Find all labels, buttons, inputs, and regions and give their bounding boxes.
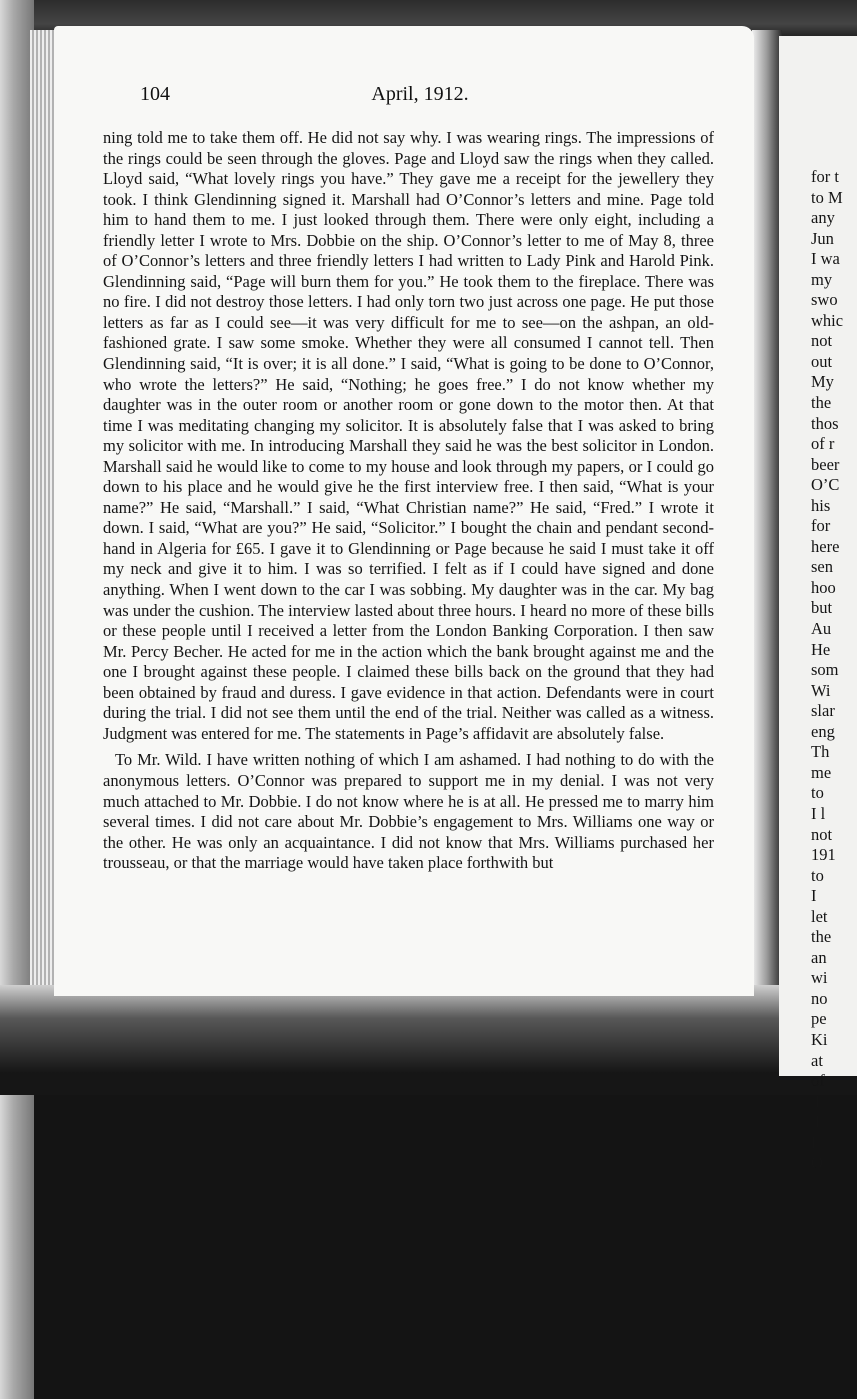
facing-page-line: his bbox=[811, 495, 831, 515]
facing-page-line: Jun bbox=[811, 228, 834, 248]
facing-page-line: not bbox=[811, 331, 833, 351]
facing-page-line: but bbox=[811, 598, 833, 618]
facing-page-line: hoo bbox=[811, 577, 836, 597]
facing-page-line: thos bbox=[811, 413, 839, 433]
page-stack-edge bbox=[30, 30, 54, 1030]
facing-page-line: no bbox=[811, 988, 828, 1008]
facing-page-line: My bbox=[811, 372, 834, 392]
paragraph-1: ning told me to take them off. He did not say why. I was wearing rings. The impressions of the rings could be seen through the gloves. Page and Lloyd saw the rings when they called. Lloyd said, “What lovely rings you have.” They gave me a receipt for the jewellery they took. I think Glendinning signed it. Marshall had O’Connor’s letters and mine. Page told him to hand them to me. I just looked through them. There were only eight, including a friendly letter I wrote to Mrs. Dobbie on the ship. O’Connor’s letter to me of May 8, three of O’Connor’s letters and three friendly letters I had written to Lady Pink and Harold Pink. Glendinning said, “Page will burn them for you.” He took them to the fireplace. There was no fire. I did not destroy those letters. I had only torn two just across one page. He put those letters as far as I could see—it was very difficult for me to see—on the ashpan, an old-fashioned grate. I saw some smoke. Whether they were all consumed I cannot tell. Then Glendinning said, “It is over; it is all done.” I said, “What is going to be done to O’Connor, who wrote the letters?” He said, “Nothing; he goes free.” I do not know whether my daughter was in the outer room or another room or gone down to the motor then. At that time I was meditating changing my solicitor. It is absolutely false that I was asked to bring my solicitor with me. In introducing Marshall they said he was the best solicitor in London. Marshall said he would like to come to my house and look through my papers, or I could go down to his place and he would give he the first interview free. I then said, “What is your name?” He said, “Marshall.” I said, “What Christian name?” He said, “Fred.” I wrote it down. I said, “What are you?” He said, “Solicitor.” I bought the chain and pendant second-hand in Algeria for £65. I gave it to Glendinning or Page because he said I must take it off my neck and give it to him. I was so terrified. I felt as if I could have signed and done anything. When I went down to the car I was sobbing. My daughter was in the car. My bag was under the cushion. The interview lasted about three hours. I heard no more of these bills or these people until I received a letter from the London Banking Corporation. I then saw Mr. Percy Becher. He acted for me in the action which the bank brought against me and the one I brought against these people. I claimed these bills back on the ground that they had been obtained by fraud and duress. I gave evidence in that action. Defendants were in court during the trial. I did not see them until the end of the trial. Neither was called as a witness. Judgment was entered for me. The statements in Page’s affidavit are absolutely false. bbox=[103, 128, 714, 743]
facing-page-line: th bbox=[811, 1091, 824, 1111]
facing-page-line: let bbox=[811, 906, 828, 926]
facing-page-line: eng bbox=[811, 721, 835, 741]
facing-page-line: slar bbox=[811, 701, 835, 721]
facing-page-line: I wa bbox=[811, 249, 840, 269]
facing-page-line: Th bbox=[811, 742, 830, 762]
facing-page-line: of r bbox=[811, 434, 835, 454]
facing-page-line: Au bbox=[811, 619, 832, 639]
page-number: 104 bbox=[140, 83, 170, 105]
facing-page-line: the bbox=[811, 927, 832, 947]
facing-page-line: sen bbox=[811, 557, 833, 577]
facing-page-line: out bbox=[811, 351, 833, 371]
scan-left-edge bbox=[0, 0, 34, 1399]
facing-page-line: 191 bbox=[811, 845, 836, 865]
facing-page-line: for bbox=[811, 516, 831, 536]
body-text bbox=[103, 128, 714, 874]
facing-page-line: to M bbox=[811, 187, 843, 207]
facing-page-line: I bbox=[811, 886, 817, 906]
facing-page-line: not bbox=[811, 824, 833, 844]
facing-page-line: beer bbox=[811, 454, 840, 474]
facing-page-line: for t bbox=[811, 167, 839, 186]
facing-page-line: Wi bbox=[811, 680, 831, 700]
facing-page-line: to bbox=[811, 783, 824, 803]
bottom-binding bbox=[0, 985, 857, 1095]
facing-page-line: I bbox=[811, 1132, 817, 1152]
facing-page-line: to bbox=[811, 865, 824, 885]
facing-page-line: pe bbox=[811, 1009, 827, 1029]
facing-page-line: wi bbox=[811, 968, 828, 988]
paragraph-2: To Mr. Wild. I have written nothing of which I am ashamed. I had nothing to do with the anonymous letters. O’Connor was prepared to support me in my denial. I was not very much attached to Mr. Dobbie. I do not know where he is at all. He pressed me to marry him several times. I did not care about Mr. Dobbie’s engagement to Mrs. Williams one way or the other. He was only an acquaintance. I did not know that Mrs. Williams purchased her trousseau, or that the marriage would have taken place forthwith but bbox=[103, 750, 714, 873]
facing-page-line-starts bbox=[811, 167, 857, 1174]
facing-page-line: whic bbox=[811, 310, 844, 330]
facing-page-line: Ki bbox=[811, 1029, 828, 1049]
facing-page-line: swo bbox=[811, 290, 838, 310]
facing-page-line: O’ bbox=[811, 1153, 829, 1173]
facing-page-line: of bbox=[811, 1071, 825, 1091]
facing-page-line: som bbox=[811, 660, 839, 680]
facing-page-line: any bbox=[811, 208, 835, 228]
facing-page-line: here bbox=[811, 536, 840, 556]
facing-page bbox=[779, 36, 857, 1173]
facing-page-line: an bbox=[811, 947, 827, 967]
running-head: April, 1912. bbox=[371, 83, 469, 105]
facing-page-line: O’C bbox=[811, 475, 840, 495]
facing-page-line: me bbox=[811, 762, 832, 782]
spine-shadow bbox=[752, 30, 782, 1030]
facing-page-line: the bbox=[811, 393, 832, 413]
facing-page-line: at bbox=[811, 1050, 823, 1070]
facing-page-line: I l bbox=[811, 803, 826, 823]
facing-page-line: He bbox=[811, 639, 831, 659]
facing-page-line: th bbox=[811, 1112, 824, 1132]
facing-page-line: my bbox=[811, 269, 833, 289]
